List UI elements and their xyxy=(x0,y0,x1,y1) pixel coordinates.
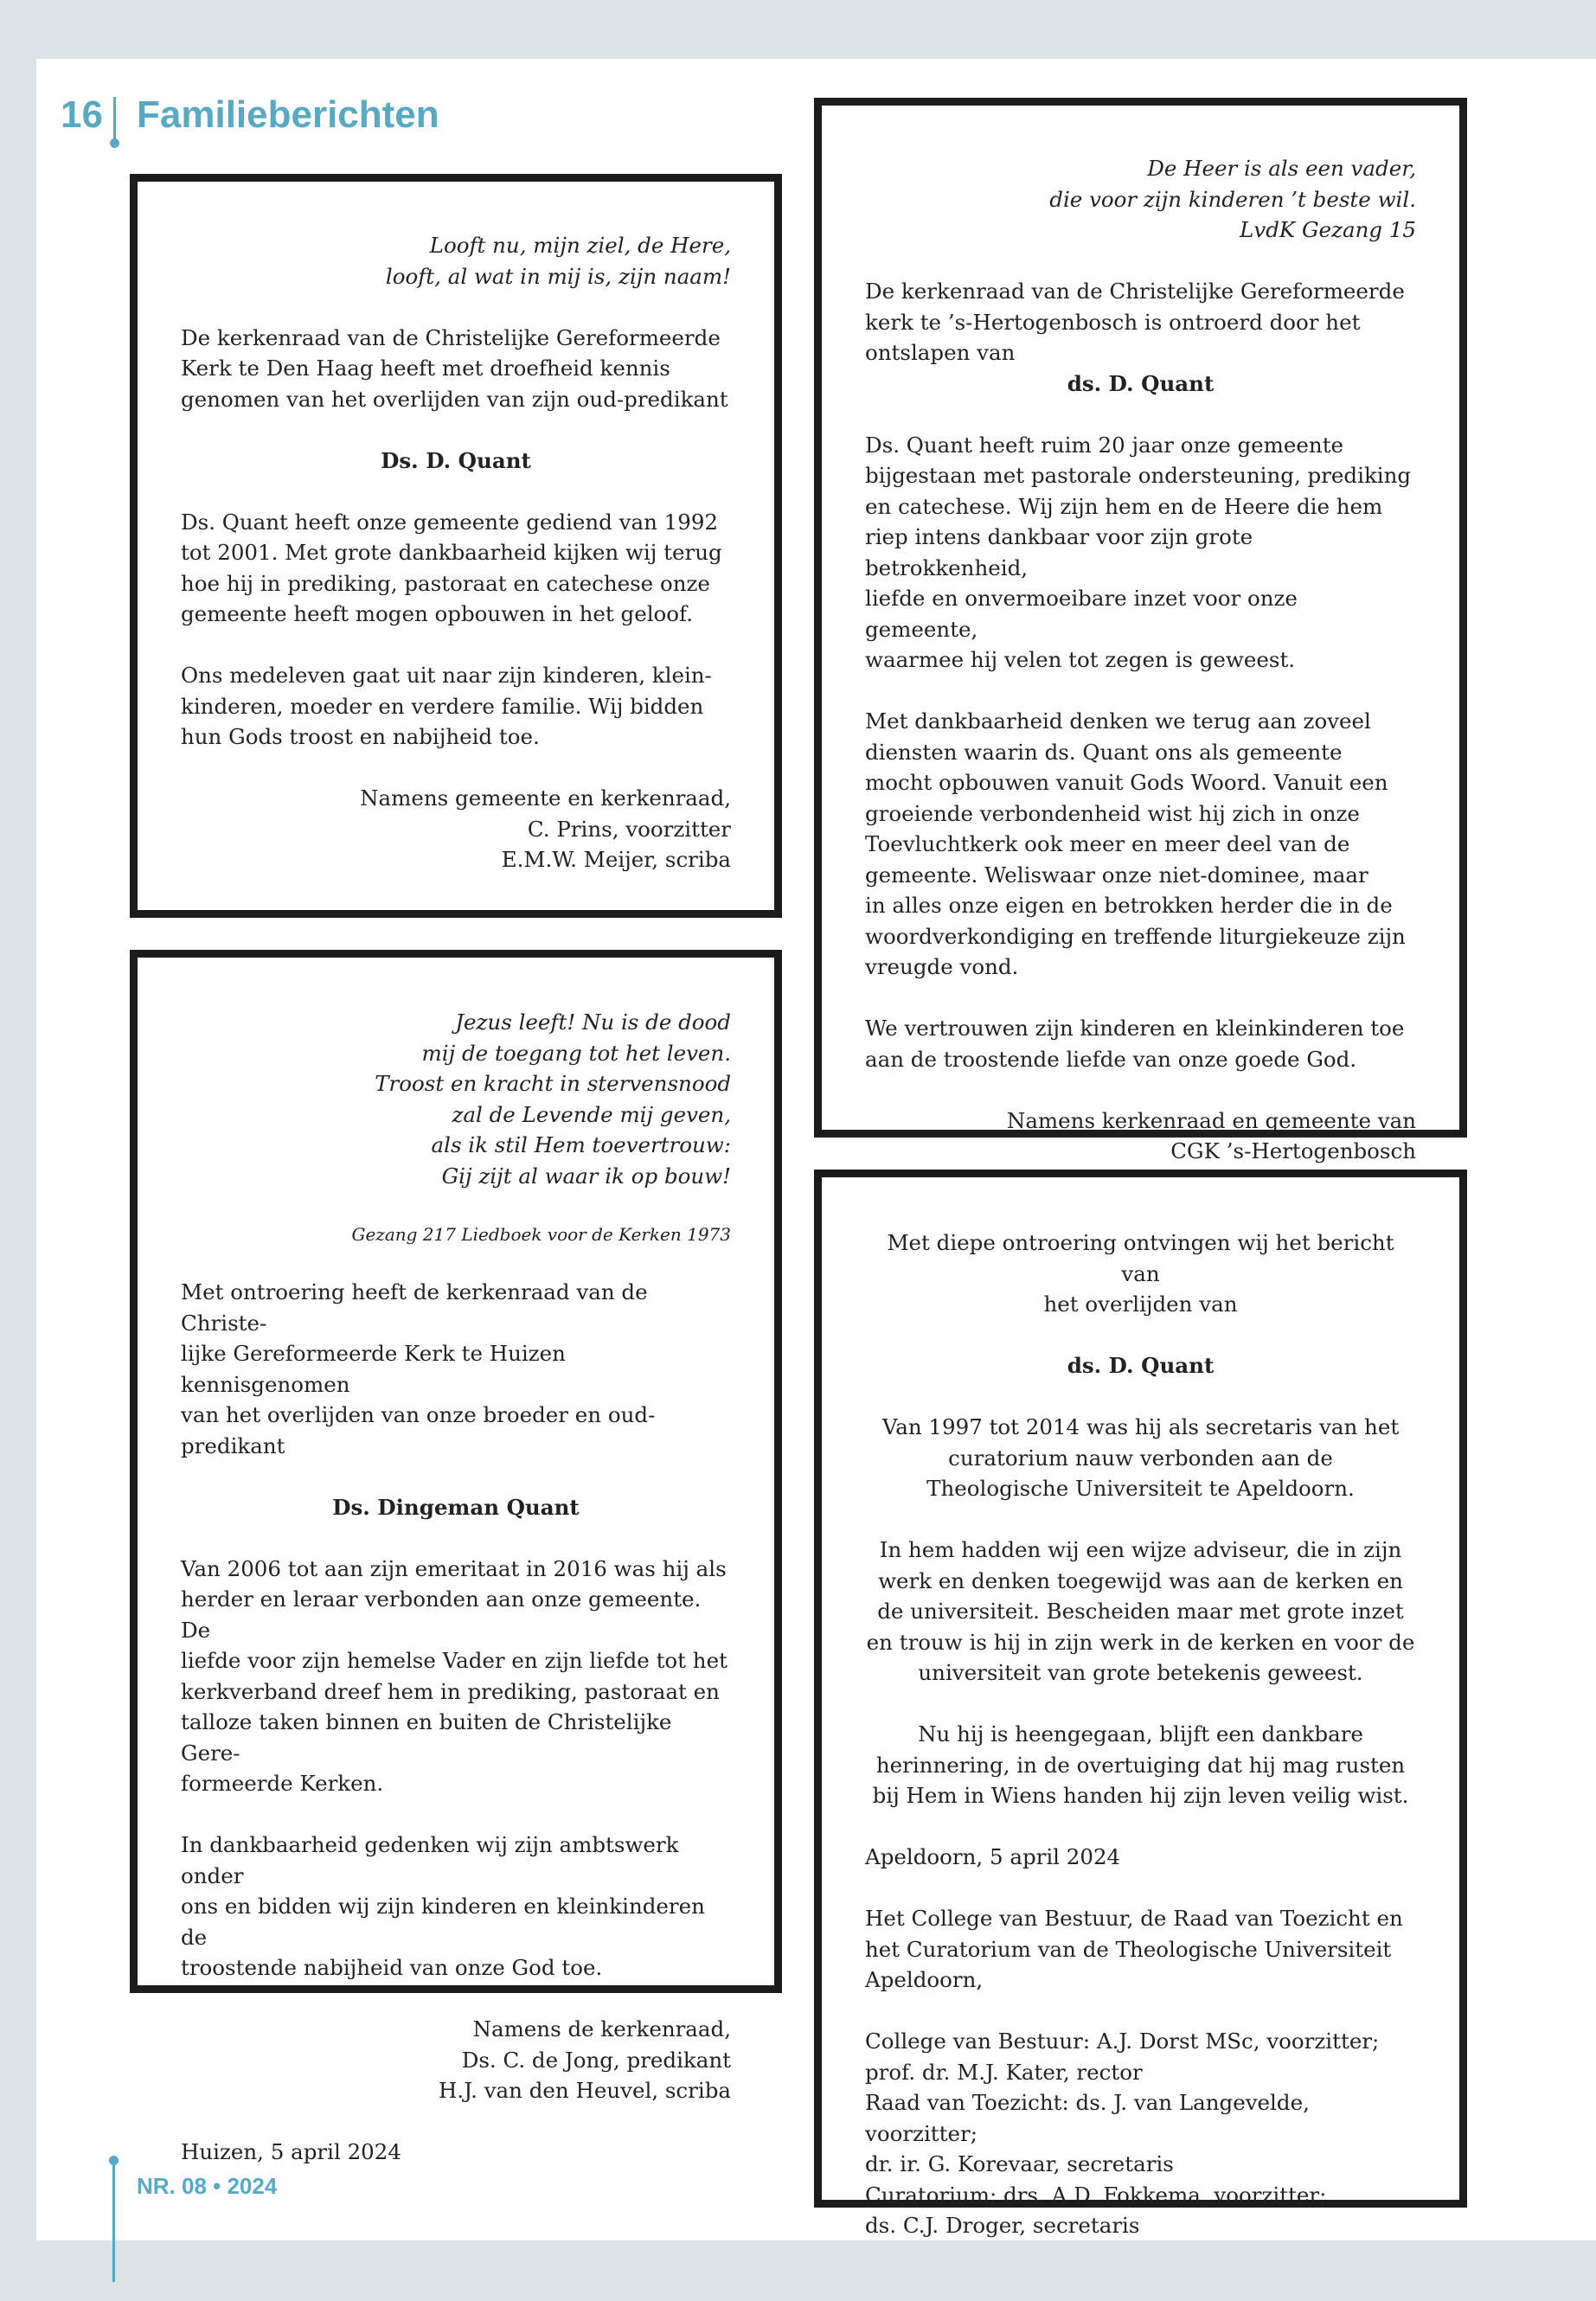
text-line: zal de Levende mij geven, xyxy=(452,1101,731,1127)
issuing-bodies xyxy=(865,1903,1416,1996)
text-line: gemeente. Weliswaar onze niet-dominee, maar xyxy=(865,862,1368,888)
footer-dot xyxy=(109,2156,119,2165)
text-line: We vertrouwen zijn kinderen en kleinkinderen toe xyxy=(865,1016,1405,1041)
paragraph xyxy=(181,660,731,753)
text-line: looft, al wat in mij is, zijn naam! xyxy=(385,263,731,289)
signatories xyxy=(865,2026,1416,2241)
paragraph xyxy=(865,1535,1416,1689)
text-line: In dankbaarheid gedenken wij zijn ambtswerk onder xyxy=(181,1832,679,1888)
intro xyxy=(865,276,1416,369)
text-line: hoe hij in prediking, pastoraat en catechese onze xyxy=(181,570,710,596)
text-line: herder en leraar verbonden aan onze gemeente. De xyxy=(181,1586,702,1643)
signature xyxy=(865,1106,1416,1167)
text-line: die voor zijn kinderen ’t beste wil. xyxy=(1049,186,1416,212)
text-line: de universiteit. Bescheiden maar met grote inzet xyxy=(877,1599,1404,1624)
text-line: In hem hadden wij een wijze adviseur, die in zijn xyxy=(879,1537,1402,1562)
verse xyxy=(181,230,731,292)
text-line: diensten waarin ds. Quant ons als gemeente xyxy=(865,739,1343,765)
text-line: Met diepe ontroering ontvingen wij het bericht van xyxy=(887,1230,1394,1286)
text-line: kinderen, moeder en verdere familie. Wij bidden xyxy=(181,693,704,719)
text-line: liefde voor zijn hemelse Vader en zijn liefde tot het xyxy=(181,1648,727,1673)
text-line: College van Bestuur: A.J. Dorst MSc, voorzitter; xyxy=(865,2029,1380,2054)
text-line: Jezus leeft! Nu is de dood xyxy=(455,1009,731,1035)
text-line: Apeldoorn, xyxy=(865,1967,984,1992)
text-line: als ik stil Hem toevertrouw: xyxy=(431,1132,731,1157)
page-number: 16 xyxy=(61,93,103,136)
text-line: lijke Gereformeerde Kerk te Huizen kennisgenomen xyxy=(181,1341,566,1397)
text-line: woordverkondiging en treffende liturgiekeuze zijn xyxy=(865,923,1406,949)
place-date: Apeldoorn, 5 april 2024 xyxy=(865,1844,1121,1869)
intro xyxy=(865,1227,1416,1320)
text-line: aan de troostende liefde van onze goede God. xyxy=(865,1046,1357,1072)
notice-huizen xyxy=(130,950,782,2164)
text-line: Het College van Bestuur, de Raad van Toezicht en xyxy=(865,1906,1403,1931)
text-line: hun Gods troost en nabijheid toe. xyxy=(181,724,540,749)
text-line: genomen van het overlijden van zijn oud-predikant xyxy=(181,386,728,412)
text-line: het overlijden van xyxy=(1043,1292,1238,1317)
text-line: kerk te ’s-Hertogenbosch is ontroerd door het xyxy=(865,309,1361,335)
text-line: ds. C.J. Droger, secretaris xyxy=(865,2213,1140,2238)
text-line: Gij zijt al waar ik op bouw! xyxy=(441,1163,731,1189)
text-line: Namens de kerkenraad, xyxy=(472,2016,731,2041)
paragraph xyxy=(181,507,731,630)
text-line: bijgestaan met pastorale ondersteuning, prediking xyxy=(865,463,1412,488)
text-line: Kerk te Den Haag heeft met droefheid kennis xyxy=(181,356,670,381)
text-line: gemeente heeft mogen opbouwen in het geloof. xyxy=(181,601,694,626)
text-line: tot 2001. Met grote dankbaarheid kijken wij terug xyxy=(181,540,722,565)
paragraph xyxy=(865,1719,1416,1811)
text-line: het Curatorium van de Theologische Universiteit xyxy=(865,1936,1392,1962)
text-line: Van 2006 tot aan zijn emeritaat in 2016 was hij als xyxy=(181,1555,727,1581)
text-line: herinnering, in de overtuiging dat hij mag rusten xyxy=(875,1752,1406,1778)
paragraph xyxy=(865,1013,1416,1074)
text-line: Met ontroering heeft de kerkenraad van de Christe- xyxy=(181,1279,648,1336)
text-line: Theologische Universiteit te Apeldoorn. xyxy=(926,1476,1355,1501)
text-line: troostende nabijheid van onze God toe. xyxy=(181,1955,603,1980)
text-line: prof. dr. M.J. Kater, rector xyxy=(865,2059,1143,2085)
text-line: De kerkenraad van de Christelijke Gereformeerde xyxy=(181,324,721,350)
text-line: bij Hem in Wiens handen hij zijn leven veilig wist. xyxy=(872,1783,1409,1808)
text-line: C. Prins, voorzitter xyxy=(527,816,731,842)
text-line: mij de toegang tot het leven. xyxy=(421,1040,731,1066)
text-line: liefde en onvermoeibare inzet voor onze gemeente, xyxy=(865,586,1298,642)
text-line: en trouw is hij in zijn werk in de kerken en voor de xyxy=(866,1629,1415,1655)
text-line: Troost en kracht in stervensnood xyxy=(375,1071,731,1096)
intro xyxy=(181,1277,731,1461)
text-line: Raad van Toezicht: ds. J. van Langevelde, voorzitter; xyxy=(865,2090,1310,2146)
text-line: Curatorium: drs. A.D. Fokkema, voorzitter; xyxy=(865,2182,1327,2208)
text-line: Van 1997 tot 2014 was hij als secretaris van het xyxy=(881,1414,1400,1439)
paragraph xyxy=(865,1412,1416,1504)
text-line: universiteit van grote betekenis geweest. xyxy=(918,1660,1363,1685)
deceased-name: Ds. D. Quant xyxy=(381,447,531,473)
header-divider xyxy=(113,97,116,140)
signature xyxy=(181,2014,731,2106)
notice-theological-university xyxy=(814,1170,1467,2238)
text-line: Namens kerkenraad en gemeente van xyxy=(1006,1107,1416,1133)
verse xyxy=(865,153,1416,246)
text-line: mocht opbouwen vanuit Gods Woord. Vanuit een xyxy=(865,770,1388,795)
text-line: Toevluchtkerk ook meer en meer deel van de xyxy=(865,831,1350,856)
text-line: Ds. C. de Jong, predikant xyxy=(461,2047,731,2073)
paragraph xyxy=(181,1830,731,1984)
text-line: Ons medeleven gaat uit naar zijn kinderen, klein- xyxy=(181,663,712,688)
text-line: in alles onze eigen en betrokken herder die in de xyxy=(865,893,1393,918)
text-line: Looft nu, mijn ziel, de Here, xyxy=(429,233,731,258)
notice-den-bosch xyxy=(814,98,1467,1163)
issue-number: NR. 08 • 2024 xyxy=(137,2173,278,2199)
text-line: Met dankbaarheid denken we terug aan zoveel xyxy=(865,708,1371,734)
text-line: groeiende verbondenheid wist hij zich in onze xyxy=(865,800,1360,826)
text-line: waarmee hij velen tot zegen is geweest. xyxy=(865,647,1296,672)
text-line: De kerkenraad van de Christelijke Gereformeerde xyxy=(865,279,1405,304)
text-line: kerkverband dreef hem in prediking, pastoraat en xyxy=(181,1678,720,1704)
section-title: Familieberichten xyxy=(137,93,439,136)
text-line: vreugde vond. xyxy=(865,954,1019,979)
text-line: CGK ’s-Hertogenbosch xyxy=(1170,1138,1416,1163)
text-line: en catechese. Wij zijn hem en de Heere die hem xyxy=(865,493,1383,519)
text-line: H.J. van den Heuvel, scriba xyxy=(439,2078,731,2103)
text-line: dr. ir. G. Korevaar, secretaris xyxy=(865,2151,1174,2176)
text-line: ontslapen van xyxy=(865,340,1016,365)
text-line: ons en bidden wij zijn kinderen en kleinkinderen de xyxy=(181,1894,705,1950)
text-line: curatorium nauw verbonden aan de xyxy=(948,1445,1333,1471)
text-line: E.M.W. Meijer, scriba xyxy=(501,847,731,872)
text-line: van het overlijden van onze broeder en oud-predikant xyxy=(181,1402,656,1458)
text-line: Ds. Quant heeft ruim 20 jaar onze gemeente xyxy=(865,432,1344,458)
text-line: formeerde Kerken. xyxy=(181,1771,384,1796)
text-line: talloze taken binnen en buiten de Christelijke Gere- xyxy=(181,1709,672,1766)
text-line: riep intens dankbaar voor zijn grote betrokkenheid, xyxy=(865,524,1253,580)
paragraph xyxy=(865,706,1416,983)
text-line: De Heer is als een vader, xyxy=(1147,156,1416,181)
text-line: LvdK Gezang 15 xyxy=(1240,217,1416,242)
text-line: Nu hij is heengegaan, blijft een dankbare xyxy=(918,1721,1363,1747)
verse-source: Gezang 217 Liedboek voor de Kerken 1973 xyxy=(351,1223,731,1245)
header-dot xyxy=(110,138,119,148)
intro xyxy=(181,323,731,415)
text-line: Ds. Quant heeft onze gemeente gediend van 1992 xyxy=(181,509,719,535)
paragraph xyxy=(181,1554,731,1799)
verse xyxy=(181,1007,731,1191)
deceased-name: ds. D. Quant xyxy=(1067,370,1215,396)
signature xyxy=(181,783,731,875)
notice-den-haag xyxy=(130,174,782,918)
deceased-name: Ds. Dingeman Quant xyxy=(332,1494,580,1520)
text-line: werk en denken toegewijd was aan de kerken en xyxy=(878,1567,1403,1593)
place-date: Huizen, 5 april 2024 xyxy=(181,2139,401,2164)
text-line: Namens gemeente en kerkenraad, xyxy=(360,785,731,811)
deceased-name: ds. D. Quant xyxy=(1067,1353,1215,1378)
paragraph xyxy=(865,430,1416,676)
footer-divider xyxy=(112,2161,115,2282)
